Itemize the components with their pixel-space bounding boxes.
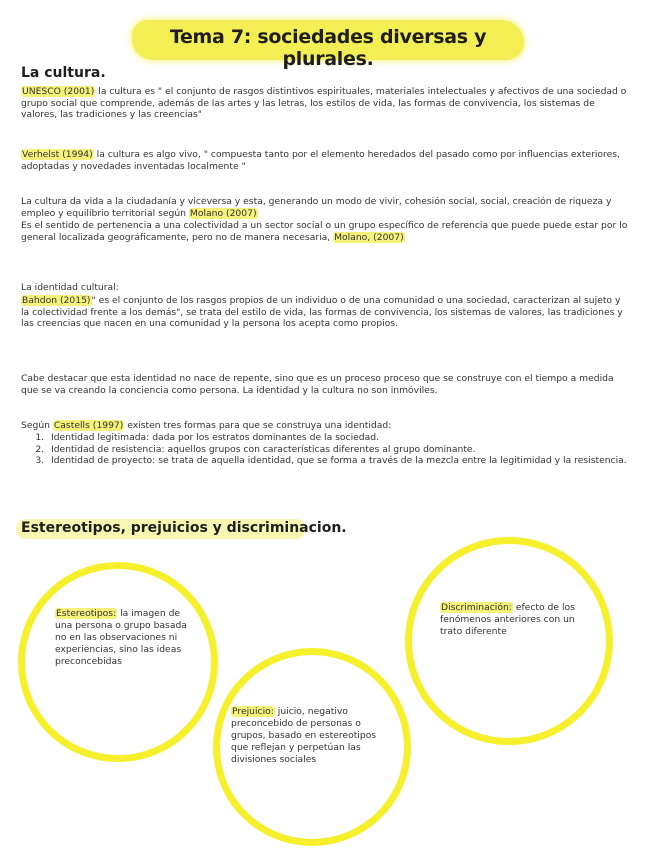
circle-discriminacion-text bbox=[440, 602, 590, 638]
citation-molano-2: Molano, (2007) bbox=[334, 231, 404, 243]
paragraph-verhelst bbox=[21, 149, 631, 172]
paragraph-bahdon-text: " es el conjunto de los rasgos propios de un individuo o de una comunidad o una sociedad, caracterizan al sujeto y la colectividad frente a los demás", se trata del estilo de vida, las formas de convivencia, los sistemas de valores, las tradiciones y las creencias que nacen en una comunidad y la persona los acepta como propios. bbox=[21, 295, 623, 330]
term-discriminacion: Discriminación: bbox=[441, 602, 512, 613]
paragraph-molano-2-text: Es el sentido de pertenencia a una colectividad a un sector social o un grupo específico de referencia que puede puede estar por lo general localizada geográficamente, pero no de manera necesaria, bbox=[21, 220, 628, 243]
definition-estereotipos: la imagen de una persona o grupo basada no en las observaciones ni experiencias, sino las ideas preconcebidas bbox=[55, 608, 187, 667]
paragraph-molano-1-text: La cultura da vida a la ciudadanía y viceversa y esta, generando un modo de vivir, cohesión social, social, creación de riqueza y empleo y equilibrio territorial según bbox=[21, 196, 612, 219]
term-prejuicio: Prejuicio: bbox=[232, 706, 274, 717]
subheading-identidad: La identidad cultural: bbox=[21, 282, 119, 293]
definition-discriminacion: efecto de los fenómenos anteriores con un trato diferente bbox=[440, 602, 575, 637]
paragraph-castells bbox=[21, 420, 631, 432]
paragraph-castells-text: existen tres formas para que se construya una identidad: bbox=[124, 420, 392, 431]
circle-discriminacion bbox=[405, 537, 613, 745]
circle-estereotipos-text bbox=[55, 608, 193, 668]
paragraph-castells-pre: Según bbox=[21, 420, 53, 431]
citation-verhelst: Verhelst (1994) bbox=[22, 149, 93, 160]
page-title: Tema 7: sociedades diversas y plurales. bbox=[169, 26, 487, 70]
heading-cultura: La cultura. bbox=[21, 65, 106, 81]
paragraph-unesco bbox=[21, 86, 631, 121]
paragraph-verhelst-text: la cultura es algo vivo, " compuesta tanto por el elemento heredados del pasado como por influencias exteriores, adoptadas y novedades inventadas localmente " bbox=[21, 149, 620, 172]
identity-types-list bbox=[21, 432, 647, 467]
paragraph-molano-1 bbox=[21, 196, 631, 219]
list-item: 2. Identidad de resistencia: aquellos grupos con características diferentes al grupo dominante. bbox=[47, 444, 647, 456]
circle-prejuicio-text bbox=[231, 706, 396, 766]
list-item: 1. Identidad legitimada: dada por los estratos dominantes de la sociedad. bbox=[47, 432, 647, 444]
paragraph-molano-2 bbox=[21, 220, 631, 243]
citation-castells: Castells (1997) bbox=[53, 420, 124, 431]
paragraph-identidad-proceso: Cabe destacar que esta identidad no nace de repente, sino que es un proceso proceso que se construye con el tiempo a medida que se va creando la conciencia como persona. La identidad y la cultura no son inmóviles. bbox=[21, 373, 614, 396]
definition-prejuicio: juicio, negativo preconcebido de personas o grupos, basado en estereotipos que reflejan y perpetúan las divisiones sociales bbox=[231, 706, 377, 765]
citation-molano-1: Molano (2007) bbox=[189, 207, 257, 219]
term-estereotipos: Estereotipos: bbox=[56, 608, 117, 619]
citation-bahdon: Bahdon (2015) bbox=[22, 295, 91, 306]
list-item: 3. Identidad de proyecto: se trata de aquella identidad, que se forma a través de la mezcla entre la legitimidad y la resistencia. bbox=[47, 455, 647, 467]
paragraph-bahdon bbox=[21, 295, 631, 330]
paragraph-unesco-text: la cultura es " el conjunto de rasgos distintivos espirituales, materiales intelectuales y afectivos de una sociedad o grupo social que comprende, además de las artes y las letras, los estilos de vida, las formas de convivencia, los sistemas de valores, las tradiciones y las creencias" bbox=[21, 86, 627, 121]
heading-estereotipos: Estereotipos, prejuicios y discriminacion. bbox=[21, 520, 347, 536]
citation-unesco: UNESCO (2001) bbox=[22, 86, 95, 97]
